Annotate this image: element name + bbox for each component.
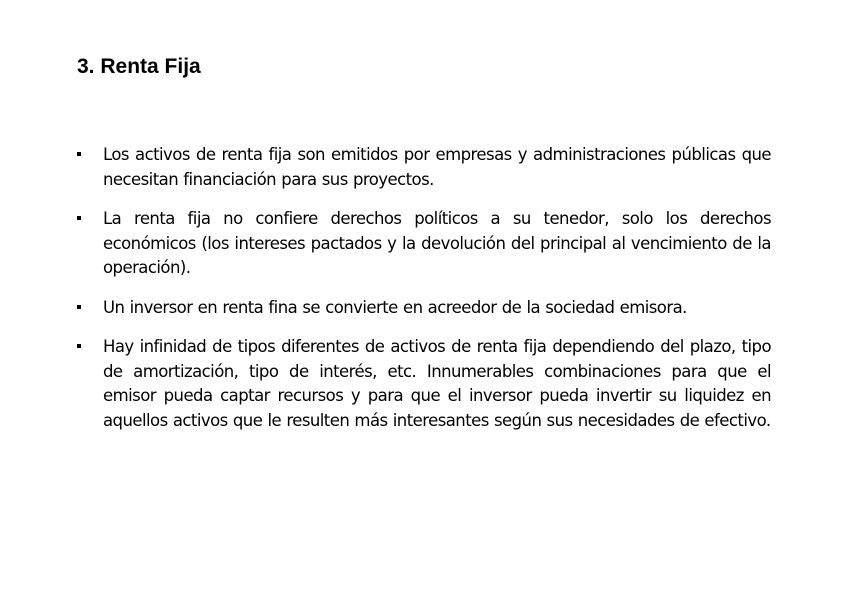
square-bullet-icon [77,216,81,220]
bullet-list [76,143,771,448]
square-bullet-icon [77,152,81,156]
bullet-text: Un inversor en renta fina se convierte en acreedor de la sociedad emisora. [103,297,687,317]
bullet-text: La renta fija no confiere derechos políticos a su tenedor, solo los derechos económicos (los intereses pactados y la devolución del principal al vencimiento de la operación). [103,209,771,277]
bullet-text: Los activos de renta fija son emitidos por empresas y administraciones públicas que necesitan financiación para sus proyectos. [103,145,771,189]
square-bullet-icon [77,344,81,348]
bullet-text: Hay infinidad de tipos diferentes de activos de renta fija dependiendo del plazo, tipo de amortización, tipo de interés, etc. Innumerables combinaciones para que el emisor pueda captar recursos y para que el inversor pueda invertir su liquidez en aquellos activos que le resulten más interesantes según sus necesidades de efectivo. [103,337,771,430]
bullet-item [76,296,771,321]
bullet-item [76,207,771,281]
bullet-item [76,335,771,433]
slide-title: 3. Renta Fija [77,55,201,78]
square-bullet-icon [77,305,81,309]
bullet-item [76,143,771,192]
